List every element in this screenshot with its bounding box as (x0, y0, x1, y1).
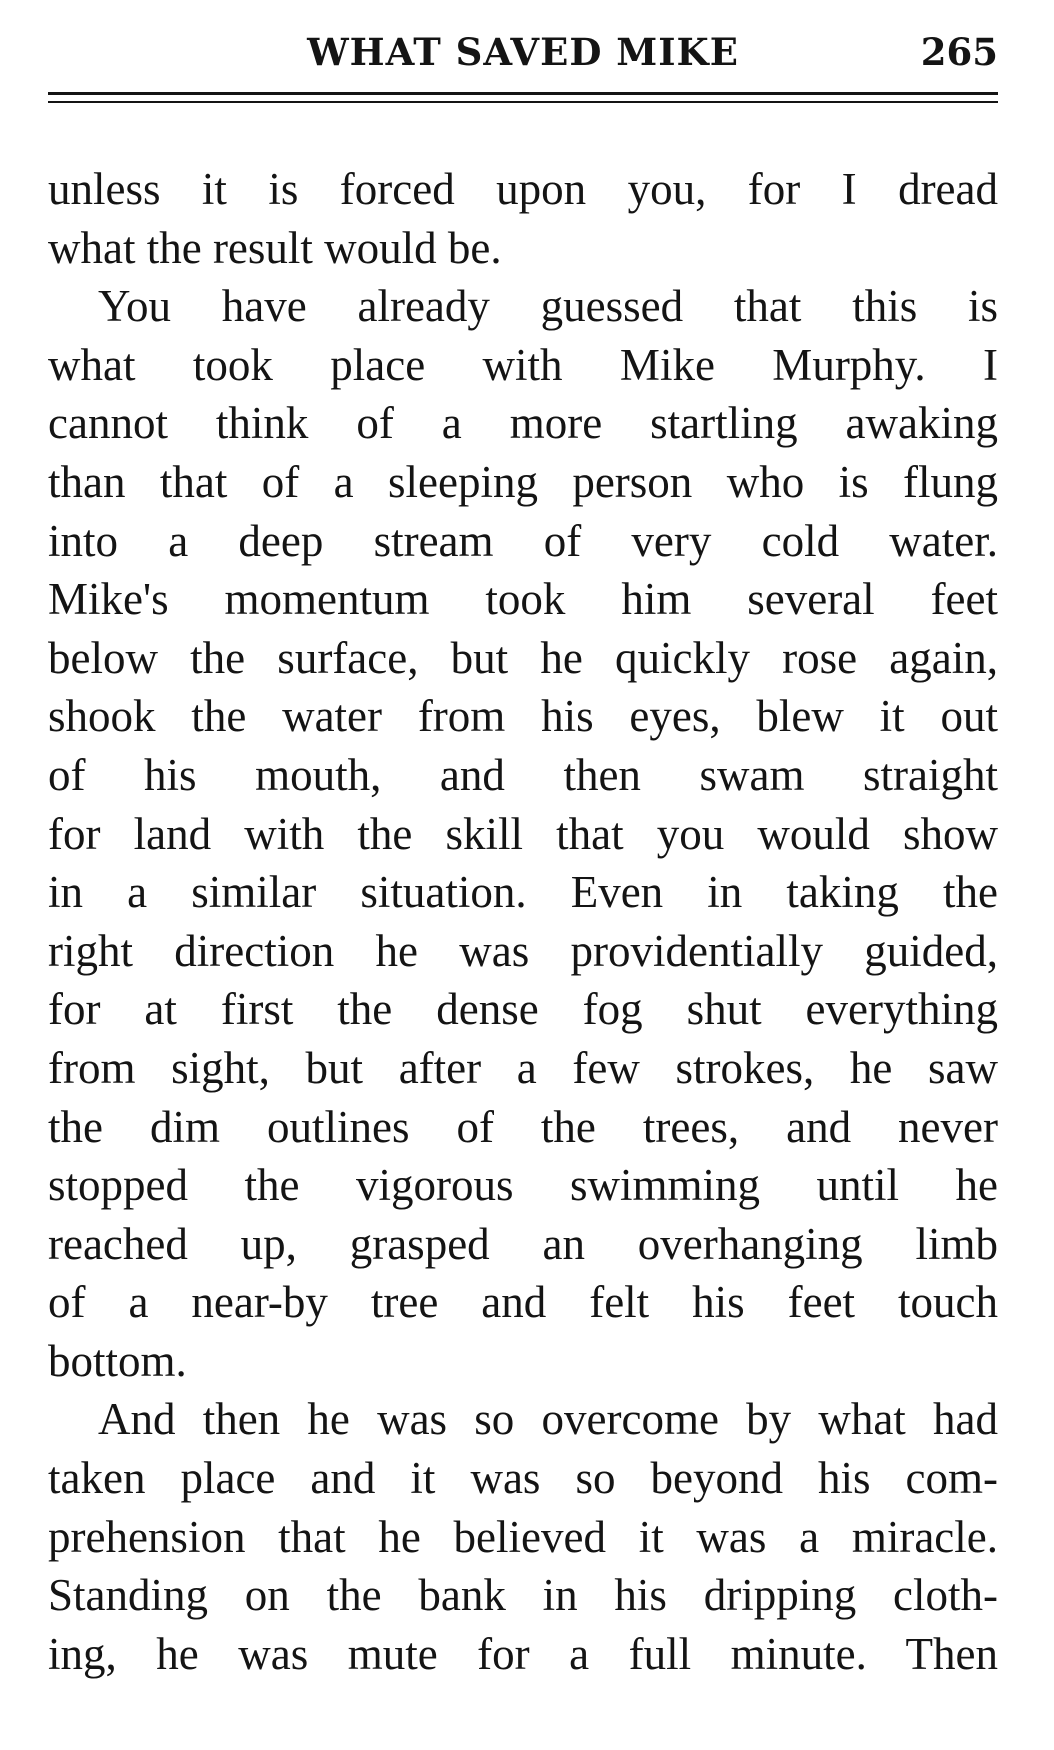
text-line: in a similar situation. Even in taking the (48, 867, 998, 918)
header-rule-top (48, 92, 998, 95)
text-line: for land with the skill that you would show (48, 808, 998, 859)
text-line: Standing on the bank in his dripping cloth- (48, 1570, 998, 1621)
text-line: for at first the dense fog shut everything (48, 984, 998, 1035)
text-line: what took place with Mike Murphy. I (48, 339, 998, 390)
text-line: into a deep stream of very cold water. (48, 515, 998, 566)
text-line: what the result would be. (48, 222, 502, 273)
running-head (48, 26, 998, 86)
text-line: stopped the vigorous swimming until he (48, 1160, 998, 1211)
text-line: taken place and it was so beyond his com- (48, 1453, 998, 1504)
text-line: And then he was so overcome by what had (98, 1394, 998, 1445)
page-number: 265 (920, 30, 998, 74)
text-line: the dim outlines of the trees, and never (48, 1101, 998, 1152)
text-line: unless it is forced upon you, for I dread (48, 164, 998, 214)
header-rule-bottom (48, 101, 998, 103)
text-line: of his mouth, and then swam straight (48, 749, 998, 800)
text-line: You have already guessed that this is (98, 281, 998, 332)
text-line: ing, he was mute for a full minute. Then (48, 1628, 998, 1679)
text-line: shook the water from his eyes, blew it out (48, 691, 998, 742)
text-line: cannot think of a more startling awaking (48, 398, 998, 449)
text-line: from sight, but after a few strokes, he saw (48, 1042, 998, 1093)
text-line: of a near-by tree and felt his feet touch (48, 1277, 998, 1328)
text-line: below the surface, but he quickly rose again, (48, 632, 998, 683)
body-text (48, 160, 998, 1683)
text-line: reached up, grasped an overhanging limb (48, 1218, 998, 1269)
text-line: right direction he was providentially guided, (48, 925, 998, 976)
text-line: than that of a sleeping person who is flung (48, 456, 998, 507)
running-title: WHAT SAVED MIKE (307, 30, 739, 74)
text-line: prehension that he believed it was a miracle. (48, 1511, 998, 1562)
text-line: bottom. (48, 1335, 187, 1386)
text-line: Mike's momentum took him several feet (48, 574, 998, 625)
